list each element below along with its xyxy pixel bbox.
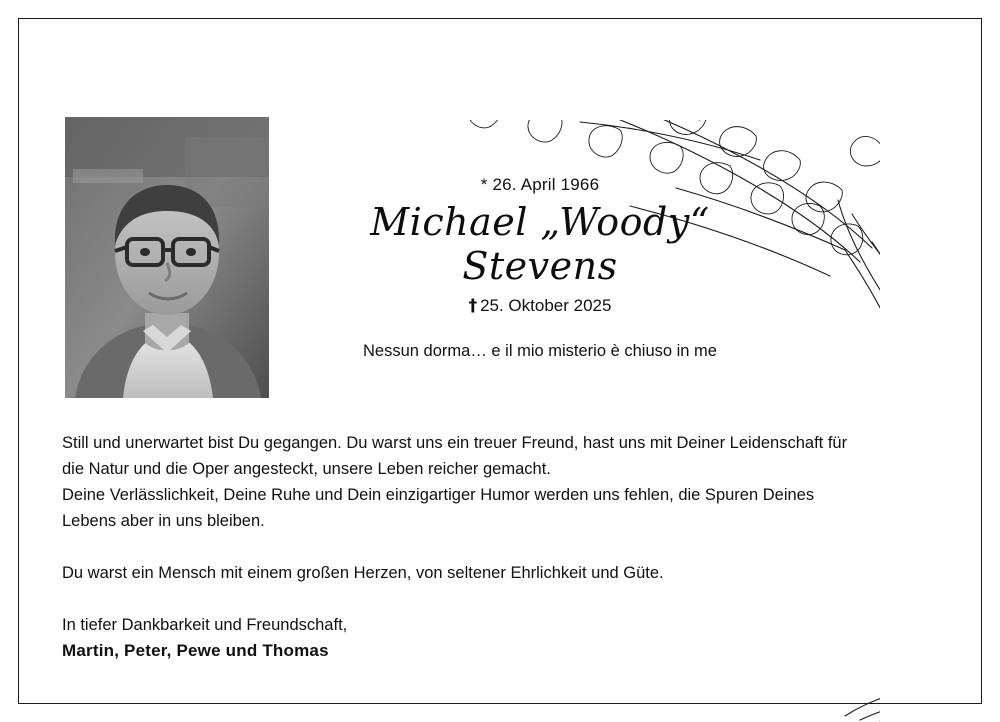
spacer xyxy=(62,534,872,560)
memorial-header xyxy=(300,175,780,361)
cross-icon: † xyxy=(468,296,478,317)
portrait-photo xyxy=(65,117,269,398)
signers: Martin, Peter, Pewe und Thomas xyxy=(62,641,329,660)
death-date xyxy=(300,296,780,316)
paragraph-1: Still und unerwartet bist Du gegangen. Du warst uns ein treuer Freund, hast uns mit Deiner Leidenschaft für die Natur und die Oper angesteckt, unsere Leben reicher gemacht. xyxy=(62,434,848,478)
epitaph-quote: Nessun dorma… e il mio misterio è chiuso in me xyxy=(363,342,717,361)
paragraph-2: Deine Verlässlichkeit, Deine Ruhe und Dein einzigartiger Humor werden uns fehlen, die Spuren Deines Lebens aber in uns bleiben. xyxy=(62,486,815,530)
paragraph-3: Du warst ein Mensch mit einem großen Herzen, von seltener Ehrlichkeit und Güte. xyxy=(62,564,664,582)
frame-mask-right xyxy=(880,0,1000,722)
paragraph-4: In tiefer Dankbarkeit und Freundschaft, xyxy=(62,616,348,634)
spacer xyxy=(62,586,872,612)
deceased-name: Michael „Woody“ Stevens xyxy=(370,200,710,288)
birth-date: * 26. April 1966 xyxy=(480,175,600,194)
death-date-text: 25. Oktober 2025 xyxy=(480,296,612,316)
memorial-body xyxy=(62,430,872,664)
frame-mask-top xyxy=(0,0,1000,120)
